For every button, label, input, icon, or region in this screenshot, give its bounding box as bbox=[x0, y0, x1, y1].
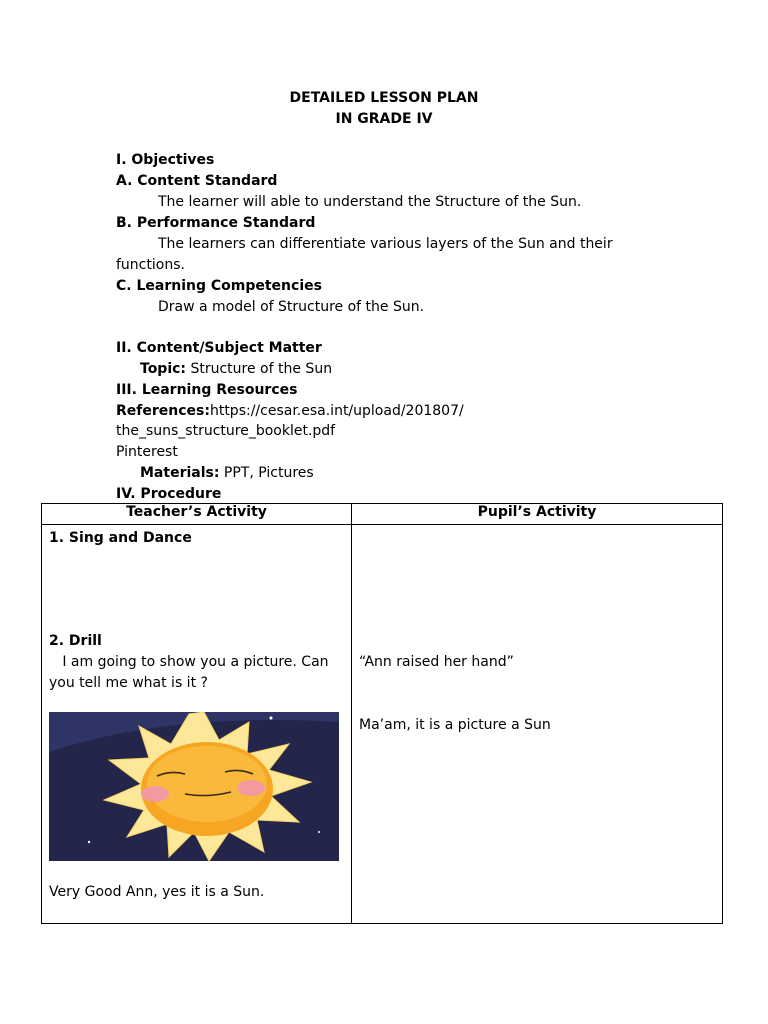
performance-standard-heading: B. Performance Standard bbox=[116, 215, 316, 231]
learning-competencies-text: Draw a model of Structure of the Sun. bbox=[158, 299, 425, 315]
table-row bbox=[42, 525, 723, 924]
references-value-2: the_suns_structure_booklet.pdf bbox=[116, 423, 336, 439]
step-sing-and-dance: 1. Sing and Dance bbox=[49, 530, 192, 546]
pupil-response-2: Ma’am, it is a picture a Sun bbox=[359, 717, 551, 733]
document-title-line1: DETAILED LESSON PLAN bbox=[289, 90, 479, 106]
resources-heading: III. Learning Resources bbox=[116, 382, 298, 398]
procedure-table bbox=[41, 503, 723, 924]
content-heading: II. Content/Subject Matter bbox=[116, 340, 322, 356]
pupil-activity-header: Pupil’s Activity bbox=[352, 504, 723, 525]
performance-standard-text-2: functions. bbox=[116, 257, 185, 273]
step-drill: 2. Drill bbox=[49, 633, 102, 649]
pupil-response-1: “Ann raised her hand” bbox=[359, 654, 514, 670]
procedure-heading: IV. Procedure bbox=[116, 486, 222, 502]
materials-line bbox=[140, 463, 314, 483]
content-standard-text: The learner will able to understand the Structure of the Sun. bbox=[158, 194, 582, 210]
topic-line bbox=[140, 359, 332, 379]
teacher-praise: Very Good Ann, yes it is a Sun. bbox=[49, 884, 265, 900]
topic-label: Topic: bbox=[140, 361, 187, 377]
references-value-1: https://cesar.esa.int/upload/201807/ bbox=[209, 403, 464, 419]
learning-competencies-heading: C. Learning Competencies bbox=[116, 278, 322, 294]
references-line bbox=[116, 401, 464, 421]
materials-value: PPT, Pictures bbox=[223, 465, 314, 481]
drill-prompt-2: you tell me what is it ? bbox=[49, 675, 208, 691]
sun-picture-svg bbox=[49, 712, 339, 861]
document-title-line2: IN GRADE IV bbox=[335, 111, 433, 127]
table-header-row bbox=[42, 504, 723, 525]
objectives-heading: I. Objectives bbox=[116, 152, 215, 168]
references-label: References: bbox=[116, 403, 210, 419]
other-reference: Pinterest bbox=[116, 444, 178, 460]
performance-standard-text-1: The learners can differentiate various layers of the Sun and their bbox=[158, 236, 613, 252]
content-standard-heading: A. Content Standard bbox=[116, 173, 278, 189]
sun-picture bbox=[49, 712, 339, 861]
drill-prompt-1: I am going to show you a picture. Can bbox=[49, 654, 329, 670]
topic-value: Structure of the Sun bbox=[190, 361, 333, 377]
teacher-activity-header: Teacher’s Activity bbox=[42, 504, 352, 525]
teacher-activity-cell bbox=[42, 525, 352, 924]
materials-label: Materials: bbox=[140, 465, 220, 481]
pupil-activity-cell bbox=[352, 525, 723, 924]
